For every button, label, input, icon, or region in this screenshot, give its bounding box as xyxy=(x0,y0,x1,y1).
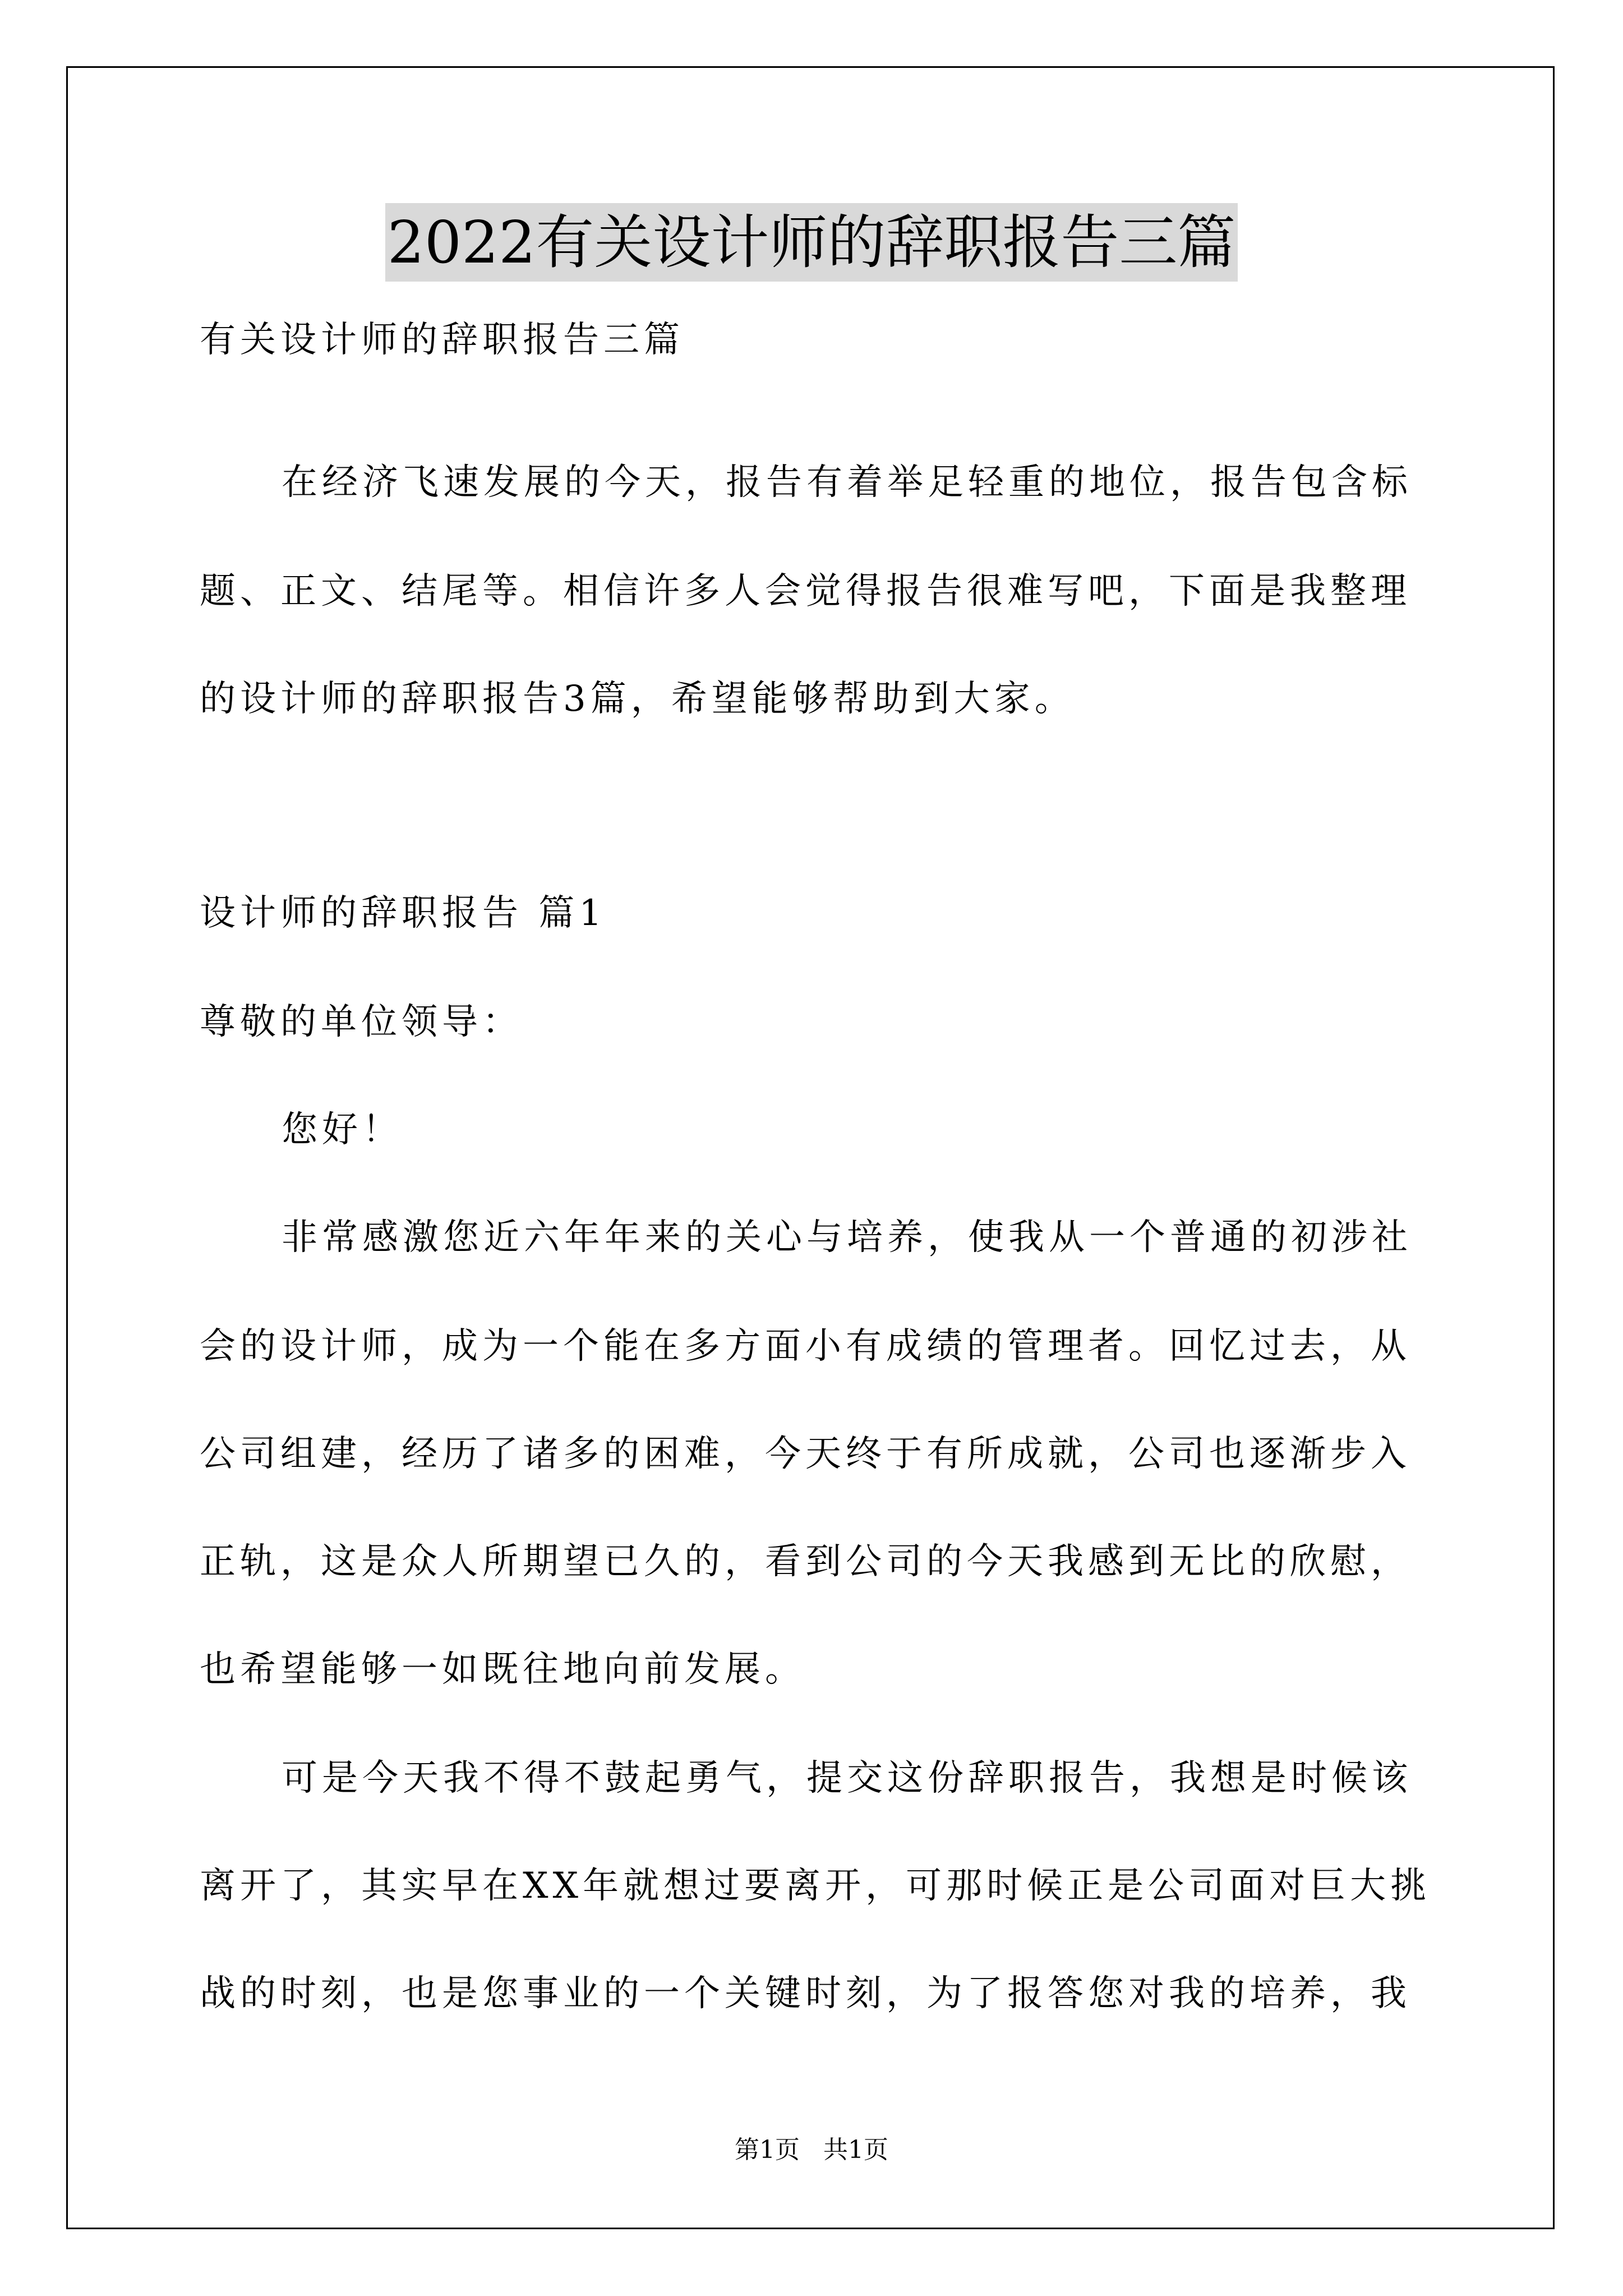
salutation: 尊敬的单位领导： xyxy=(200,1001,523,1043)
document-title: 2022有关设计师的辞职报告三篇 xyxy=(385,203,1238,282)
intro-line-3: 的设计师的辞职报告3篇，希望能够帮助到大家。 xyxy=(200,678,1075,720)
paragraph1-line-2: 会的设计师，成为一个能在多方面小有成绩的管理者。回忆过去，从 xyxy=(200,1326,1411,1367)
document-subtitle: 有关设计师的辞职报告三篇 xyxy=(200,319,684,361)
paragraph1-line-1: 非常感激您近六年年来的关心与培养，使我从一个普通的初涉社 xyxy=(282,1217,1412,1258)
section-heading: 设计师的辞职报告 篇1 xyxy=(200,892,607,934)
page-footer: 第1页 共1页 xyxy=(735,2136,888,2164)
paragraph1-line-5: 也希望能够一如既往地向前发展。 xyxy=(200,1649,805,1690)
paragraph2-line-2: 离开了，其实早在XX年就想过要离开，可那时候正是公司面对巨大挑 xyxy=(200,1865,1431,1907)
greeting: 您好！ xyxy=(282,1109,403,1151)
paragraph1-line-4: 正轨，这是众人所期望已久的，看到公司的今天我感到无比的欣慰， xyxy=(200,1541,1411,1582)
title-container xyxy=(0,203,1623,282)
paragraph2-line-1: 可是今天我不得不鼓起勇气，提交这份辞职报告，我想是时候该 xyxy=(282,1757,1412,1799)
paragraph2-line-3: 战的时刻，也是您事业的一个关键时刻，为了报答您对我的培养，我 xyxy=(200,1973,1411,2014)
paragraph1-line-3: 公司组建，经历了诸多的困难，今天终于有所成就，公司也逐渐步入 xyxy=(200,1433,1411,1475)
intro-line-1: 在经济飞速发展的今天，报告有着举足轻重的地位，报告包含标 xyxy=(282,462,1412,503)
intro-line-2: 题、正文、结尾等。相信许多人会觉得报告很难写吧，下面是我整理 xyxy=(200,570,1411,612)
